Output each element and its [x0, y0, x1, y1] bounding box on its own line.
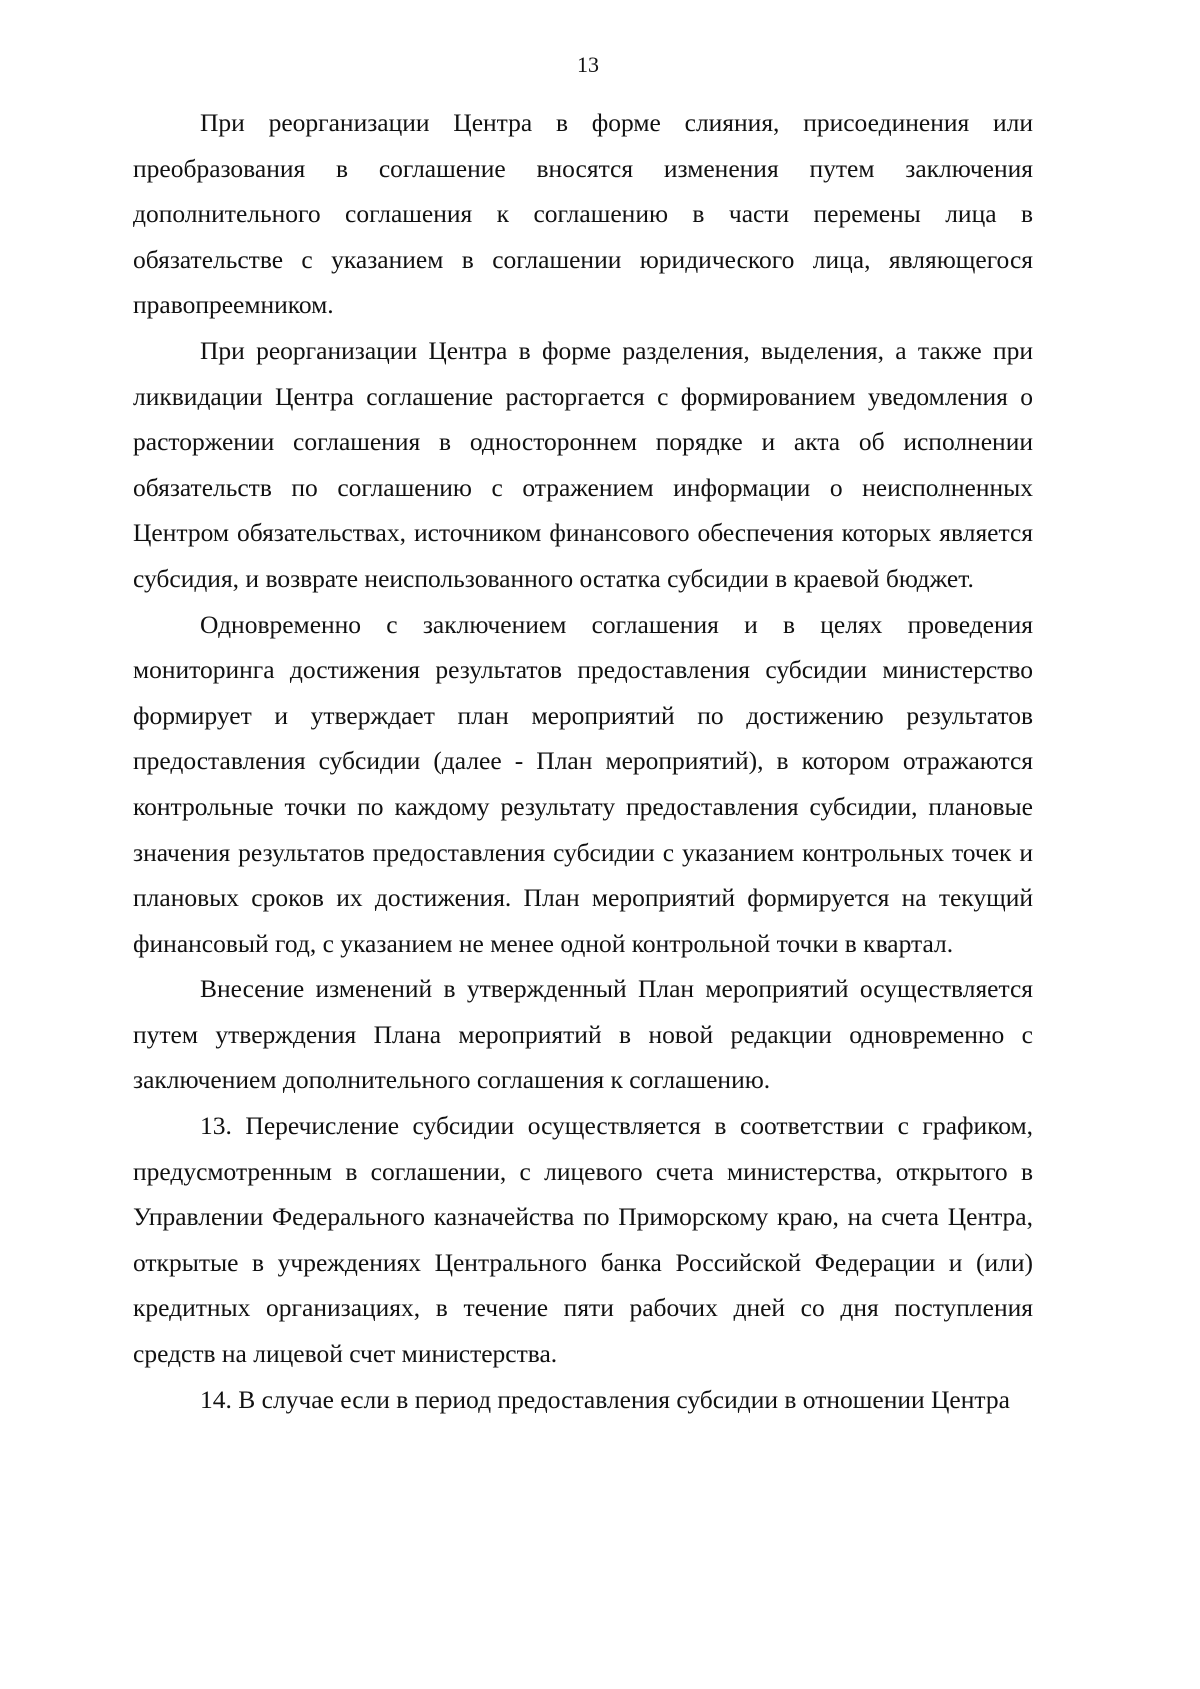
- paragraph-reorganization-division: При реорганизации Центра в форме разделения, выделения, а также при ликвидации Центра соглашение расторгается с формированием уведомления о расторжении соглашения в одностороннем порядке и акта об исполнении обязательств по соглашению с отражением информации о неисполненных Центром обязательствах, источником финансового обеспечения которых является субсидия, и возврате неиспользованного остатка субсидии в краевой бюджет.: [133, 335, 1033, 593]
- paragraph-reorganization-merger: При реорганизации Центра в форме слияния, присоединения или преобразования в соглашение вносятся изменения путем заключения дополнительного соглашения к соглашению в части перемены лица в обязательстве с указанием в соглашении юридического лица, являющегося правопреемником.: [133, 108, 1033, 320]
- paragraph-item-14: 14. В случае если в период предоставления субсидии в отношении Центра: [200, 1384, 1010, 1414]
- document-body: [133, 100, 1033, 1422]
- paragraph-plan-amendments: Внесение изменений в утвержденный План мероприятий осуществляется путем утверждения Плана мероприятий в новой редакции одновременно с заключением дополнительного соглашения к соглашению.: [133, 974, 1033, 1095]
- paragraph-monitoring-plan: Одновременно с заключением соглашения и в целях проведения мониторинга достижения результатов предоставления субсидии министерство формирует и утверждает план мероприятий по достижению результатов предоставления субсидии (далее - План мероприятий), в котором отражаются контрольные точки по каждому результату предоставления субсидии, плановые значения результатов предоставления субсидии с указанием контрольных точек и плановых сроков их достижения. План мероприятий формируется на текущий финансовый год, с указанием не менее одной контрольной точки в квартал.: [133, 609, 1033, 958]
- page-number: 13: [577, 52, 599, 77]
- paragraph-item-13: 13. Перечисление субсидии осуществляется в соответствии с графиком, предусмотренным в соглашении, с лицевого счета министерства, открытого в Управлении Федерального казначейства по Приморскому краю, на счета Центра, открытые в учреждениях Центрального банка Российской Федерации и (или) кредитных организациях, в течение пяти рабочих дней со дня поступления средств на лицевой счет министерства.: [133, 1111, 1033, 1369]
